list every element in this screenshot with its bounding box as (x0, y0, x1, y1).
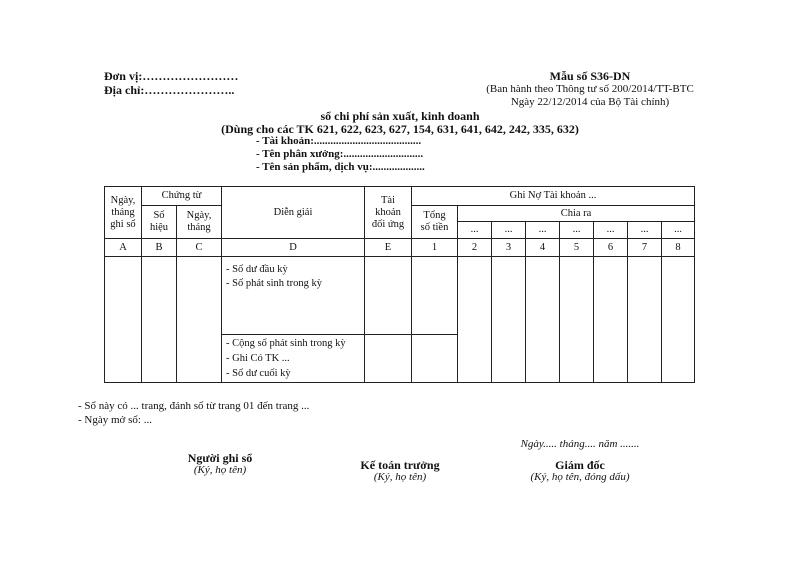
header-debit-account: Ghi Nợ Tài khoản ... (412, 187, 695, 206)
address-label: Địa chỉ:………………….. (104, 83, 235, 97)
description-opening: - Số dư đầu kỳ - Số phát sinh trong kỳ (222, 257, 365, 335)
code-cell: E (365, 239, 412, 257)
pages-note: - Sổ này có ... trang, đánh số từ trang 01 đến trang ... (78, 400, 310, 412)
breakdown-sub: ... (458, 222, 492, 239)
data-cell (628, 257, 662, 383)
product-line: - Tên sản phẩm, dịch vụ:................... (256, 161, 425, 173)
account-line: - Tài khoản:....................................... (256, 135, 422, 147)
workshop-line: - Tên phân xưởng:............................. (256, 148, 424, 160)
signature-date-line: Ngày..... tháng.... năm ....... (520, 438, 640, 450)
open-date-note: - Ngày mở sổ: ... (78, 414, 152, 426)
code-cell: 7 (628, 239, 662, 257)
breakdown-sub: ... (594, 222, 628, 239)
data-cell (365, 335, 412, 383)
director-title: Giám đốc (555, 458, 605, 472)
code-cell: D (222, 239, 365, 257)
breakdown-sub: ... (492, 222, 526, 239)
data-cell (412, 257, 458, 335)
description-closing: - Cộng số phát sinh trong kỳ - Ghi Có TK ... - Số dư cuối kỳ (222, 335, 365, 383)
issued-date: Ngày 22/12/2014 của Bộ Tài chính) (510, 96, 670, 108)
code-cell: 8 (662, 239, 695, 257)
breakdown-sub: ... (662, 222, 695, 239)
chief-accountant-note: (Ký, họ tên) (373, 471, 427, 483)
code-cell: 4 (526, 239, 560, 257)
header-total: Tổng số tiền (412, 206, 458, 239)
data-cell (105, 257, 142, 383)
code-cell: 5 (560, 239, 594, 257)
data-cell (412, 335, 458, 383)
code-cell: C (177, 239, 222, 257)
chief-accountant-title: Kế toán trưởng (360, 458, 440, 472)
issued-by: (Ban hành theo Thông tư số 200/2014/TT-BTC (486, 83, 694, 95)
code-cell: 6 (594, 239, 628, 257)
code-cell: 3 (492, 239, 526, 257)
header-breakdown: Chia ra (458, 206, 695, 222)
breakdown-sub: ... (628, 222, 662, 239)
data-cell (458, 257, 492, 383)
book-subtitle: (Dùng cho các TK 621, 622, 623, 627, 154, 631, 641, 642, 242, 335, 632) (221, 122, 579, 136)
data-cell (560, 257, 594, 383)
recorder-title: Người ghi sổ (187, 451, 253, 465)
code-cell: A (105, 239, 142, 257)
data-cell (142, 257, 177, 383)
data-cell (365, 257, 412, 335)
data-cell (662, 257, 695, 383)
data-cell (526, 257, 560, 383)
data-cell (177, 257, 222, 383)
header-description: Diễn giải (222, 187, 365, 239)
header-voucher-date: Ngày, tháng (177, 206, 222, 239)
header-contra-account: Tài khoản đối ứng (365, 187, 412, 239)
breakdown-sub: ... (526, 222, 560, 239)
breakdown-sub: ... (560, 222, 594, 239)
header-voucher: Chứng từ (142, 187, 222, 206)
header-voucher-number: Số hiệu (142, 206, 177, 239)
ledger-table (104, 186, 695, 383)
recorder-note: (Ký, họ tên) (193, 464, 247, 476)
form-code: Mẫu số S36-DN (549, 69, 631, 83)
unit-label: Đơn vị:…………………… (104, 69, 239, 83)
data-cell (594, 257, 628, 383)
code-cell: B (142, 239, 177, 257)
book-title: sổ chi phí sản xuất, kinh doanh (320, 109, 480, 123)
header-date: Ngày, tháng ghi sổ (105, 187, 142, 239)
code-cell: 1 (412, 239, 458, 257)
director-note: (Ký, họ tên, đóng dấu) (530, 471, 630, 483)
code-cell: 2 (458, 239, 492, 257)
data-cell (492, 257, 526, 383)
